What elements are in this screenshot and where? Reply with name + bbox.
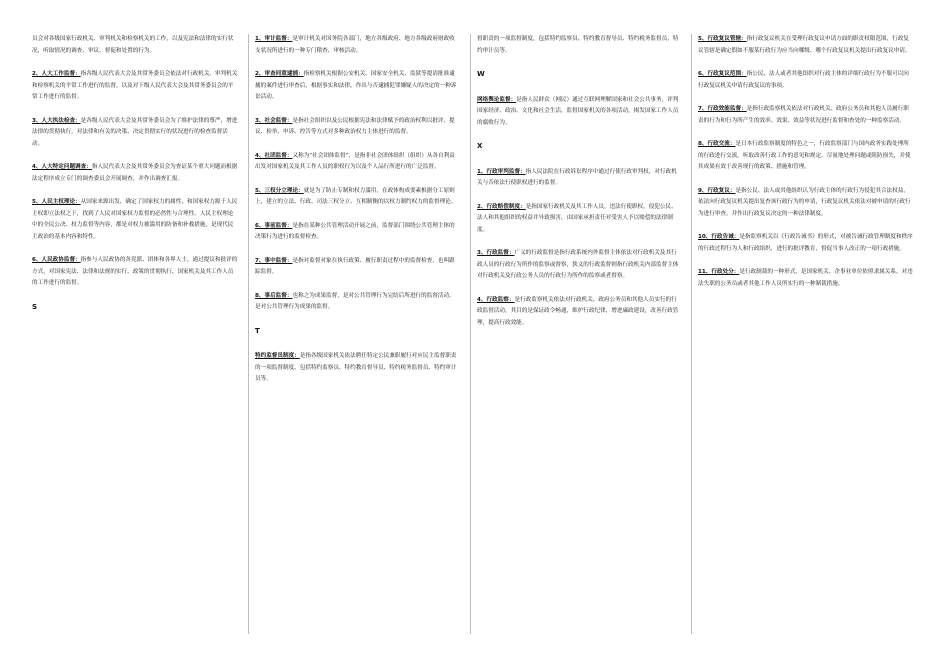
glossary-definition: 是指社会组织以及公民根据宪法和法律赋予的政治权利以批评、提议、检举、申诉、控告等方式对多种政治权力主体进行的监督。 — [255, 117, 455, 135]
glossary-entry — [32, 69, 238, 104]
glossary-term: 6、事前监督： — [255, 222, 293, 229]
glossary-definition: 是审计机关对国务院各部门，地方各级政府、地方各级政府财政收支状况所进行的一种专门稽查、审核活动。 — [255, 36, 455, 54]
column-divider — [248, 34, 249, 634]
glossary-term: 3、社会监督： — [255, 117, 293, 124]
glossary-entry — [255, 34, 457, 57]
glossary-entry — [477, 248, 681, 283]
glossary-term: 9、行政复议： — [698, 187, 736, 194]
glossary-definition: 是行政制裁的一种形式，是国家机关、企事业单位依照隶属关系，对违法失职的公务员或者其他工作人员所实行的一种制裁措施。 — [698, 269, 913, 287]
glossary-definition: 指检察机关根据公安机关、国家安全机关、监狱等提请批准逮捕的案件进行审查后，根据事实和法律，作出与否逮捕犯罪嫌疑人的决定的一种诉讼活动。 — [255, 71, 457, 100]
glossary-term: 5、三权分立理论： — [255, 187, 304, 194]
glossary-entry — [32, 162, 238, 185]
glossary-definition: 指公民、法人或者其他组织对行政主体的详细行政行为不服可以向行政复议机关申请行政复议的事项。 — [698, 71, 909, 89]
glossary-definition: 是指国家行政机关及其工作人员，违法行使职权，侵犯公民、法人和其他组织的权益并导致损害，由国家承担责任对受害人予以赔偿的法律制度。 — [477, 203, 677, 233]
glossary-entry — [698, 139, 914, 174]
glossary-term: 7、行政效能监督： — [698, 106, 747, 112]
glossary-definition: 是指人民群众（网民）通过互联网理解国家和社会公共事务，评判国家经济、政治、文化和社会生活，监督国家机关的各项活动，揭发国家工作人员的腐败行为。 — [477, 96, 679, 126]
glossary-definition: 是指监察机关以《行政告诫书》的形式，对被告诫行政管理制度和秩序的行政过程行为人和行政组织，进行的批评教育，督促当事人改正的一项行政措施。 — [698, 234, 913, 252]
section-letter: X — [477, 142, 483, 150]
glossary-definition: 是指在某种公共管理活动开展之前，监督部门围绕公共管理主体的决策行为进行的监督检查。 — [255, 222, 455, 240]
glossary-definition: 就是为了防止专制和权力滥用，在政体构成要素根据分工原则上，建立的立法、行政、司法三权分立、互相制衡的以权力制约权力的监督理论。 — [255, 187, 457, 205]
glossary-term: 5、行政复议管辖： — [698, 36, 747, 42]
glossary-entry — [698, 186, 914, 221]
glossary-entry — [255, 186, 457, 209]
glossary-entry — [255, 69, 457, 104]
glossary-term: 8、事后监督： — [255, 292, 293, 299]
glossary-entry — [698, 232, 914, 255]
glossary-term: 特约监督员制度： — [255, 353, 300, 359]
glossary-entry — [255, 351, 457, 386]
glossary-entry — [32, 255, 238, 290]
section-letter: W — [477, 70, 485, 78]
glossary-entry — [32, 116, 238, 151]
glossary-term: 6、行政复议范围： — [698, 71, 747, 77]
glossary-definition: 指各级人民代表大会及其常务委员会依法对行政机关、审判机关和检察机关的平常工作进行的监督。以及对下级人民代表大会及其常务委员会的平常工作进行的监督。 — [32, 71, 238, 100]
glossary-definition: 广义的行政监督是指行政系统内外监督主体依法对行政机关及其行政人员的行政行为所作的监察或督察，狭义的行政监督则指行政机关内部监督主体对行政机关及行政公务人员的行政行为所作的监察或者督察。 — [477, 250, 679, 279]
glossary-entry — [255, 221, 457, 244]
glossary-definition: 指行政复议机关在受理行政复议申请方面的职责权限范围，行政复议管辖是确定假如不服某行政行为应当向哪级、哪个行政复议机关提出行政复议申请。 — [698, 36, 911, 54]
column-divider — [691, 34, 692, 634]
glossary-term: 3、行政监督： — [477, 250, 515, 256]
glossary-term: 4、人大特定问题调查： — [32, 164, 92, 170]
glossary-entry — [255, 256, 457, 279]
column-divider — [470, 34, 471, 634]
glossary-entry — [698, 267, 914, 290]
glossary-term: 1、审计监督： — [255, 36, 293, 42]
glossary-definition: 是日本行政监察制度的特色之一，行政监察部门与国内政务实践处理所的行政进行交流，听取改善行政工作的意见和规定，尽量地处理问题或阻防损失，并使其成果有效于改善现行的政策、措施和管理。 — [698, 141, 911, 170]
glossary-definition: 是各级人民代表大会及其常务委员会为了维护法律的尊严，增进法律的贯彻执行，对法律和有关的决策、决定贯彻实行的状况进行的检查监督活动。 — [32, 117, 238, 147]
glossary-entry — [477, 95, 681, 130]
glossary-term: 5、人民主权理论： — [32, 199, 81, 205]
glossary-entry — [698, 34, 914, 57]
section-letter: T — [255, 326, 260, 335]
glossary-definition: 又称为“社会团体监督”，是指非社会团体组织（组织）从各自利益出发对国家机关及其工作人员的职权行为以及个人品行所进行的广泛监督。 — [255, 152, 455, 170]
glossary-term: 2、人大工作监督： — [32, 71, 81, 77]
glossary-definition: 是指公民、法人或其他组织认为行政主体的行政行为侵犯其合法权益，依法向行政复议机关提出复查该行政行为的申请，行政复议机关依法对被申请的行政行为进行审查，并作出行政复议决定的一种法律制度。 — [698, 187, 911, 217]
glossary-column-1 — [32, 34, 242, 634]
glossary-term: 6、人民政协监督： — [32, 257, 81, 263]
glossary-term: 3、人大执法检查： — [32, 117, 81, 124]
glossary-definition: 指参与人民政协的各党派、团体和各界人士，通过提议和批评的方式，对国家宪法、法律和法规的实行、政策的贯彻执行、国家机关及其工作人员的工作进行的监督。 — [32, 257, 238, 286]
glossary-column-3 — [477, 34, 685, 634]
glossary-definition: 是行政监察机关依法对行政机关、政府公务员和其他人员实行的行政监督活动，其目的是保证政令畅通，维护行政纪律，增进廉政建设，改善行政管理，提高行政效能。 — [477, 296, 679, 326]
glossary-definition: 是指各级国家机关依法聘任特定公民兼职履行对应民主监督职责的一项监督制度，包括特约监察员、特约教育督导员、特约税务监督员、特约审计员等。 — [255, 353, 457, 382]
glossary-term: 2、行政赔偿制度： — [477, 203, 526, 210]
glossary-entry — [698, 104, 914, 127]
glossary-definition: 指人民代表大会及其常务委员会为查证某个重大问题而根据法定程序成立专门的调查委员会开展调查，并作出调查汇报。 — [32, 164, 238, 182]
glossary-term: 4、行政监察： — [477, 296, 515, 303]
glossary-definition: 员会对各级国家行政机关、审判机关和检察机关的工作，以及宪法和法律的实行状况，听取情况的调查、审议、督促和处置的行为。 — [32, 36, 234, 54]
glossary-entry — [477, 295, 681, 330]
glossary-term: 4、社团监督： — [255, 152, 293, 159]
glossary-entry — [255, 116, 457, 139]
glossary-entry — [32, 197, 238, 243]
glossary-definition: 从国家来源出发，确定了国家权力的属性，和国家权力源于人民主权即立法权之下，找到了人民对国家权力监督的必然性与合理性。人民主权理论中的全民公决、权力监督等内容，都是对权力被滥用的防备和补救措施，是现代民主政治的基本内容和特性。 — [32, 199, 238, 240]
continued-text — [477, 34, 681, 57]
glossary-column-2 — [255, 34, 461, 634]
glossary-definition: 指人民法院在行政诉讼程序中通过行使行政审判权，对行政机关与否依法行使职权进行的监督。 — [477, 168, 677, 186]
glossary-definition: 是指对监督对象在执行政策、履行职责过程中的监督检查，也叫跟踪监督。 — [255, 257, 455, 275]
glossary-term: 2、审查同意逮捕： — [255, 71, 304, 77]
glossary-term: 8、行政交流： — [698, 141, 736, 147]
glossary-entry — [255, 291, 457, 314]
glossary-column-4 — [698, 34, 918, 634]
glossary-entry — [698, 69, 914, 92]
glossary-term: 10、行政告诫： — [698, 234, 740, 240]
glossary-entry — [477, 202, 681, 237]
continued-text — [32, 34, 238, 57]
glossary-definition: 也称之为成果监督，是对公共管理行为完结后所进行的监督活动，是对公共管理行为成果的监督。 — [255, 292, 455, 310]
glossary-term: 1、行政审判监督： — [477, 168, 526, 175]
glossary-term: 7、事中监督： — [255, 257, 293, 264]
glossary-term: 11、行政处分： — [698, 269, 740, 275]
section-letter: S — [32, 302, 38, 311]
glossary-definition: 督职责的一项监督制度，包括特约监察员、特约教育督导员、特约税务监督员、特约审计员等。 — [477, 36, 679, 54]
glossary-entry — [255, 151, 457, 174]
glossary-definition: 是指行政监察机关依法对行政机关、政府公务员和其他人员履行职责的行为和行为所产生的效率、效果、效益等状况进行监督和查处的一种监察活动。 — [698, 106, 909, 124]
glossary-term: 网络舆论监督： — [477, 96, 517, 103]
glossary-entry — [477, 167, 681, 190]
